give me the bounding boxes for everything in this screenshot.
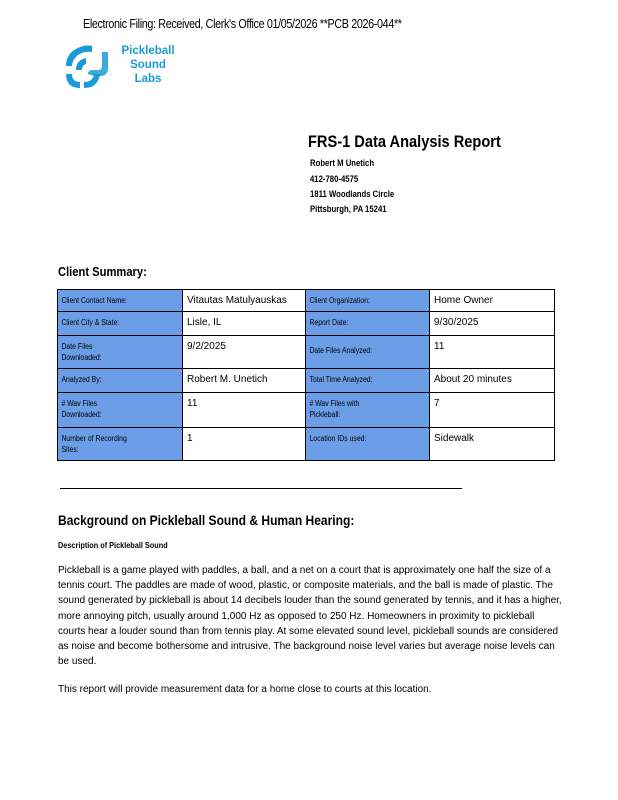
background-heading: Background on Pickleball Sound & Human Hearing: bbox=[58, 512, 355, 528]
summary-value: 9/30/2025 bbox=[434, 317, 479, 328]
author-city: Pittsburgh, PA 15241 bbox=[310, 204, 387, 214]
background-paragraph: Pickleball is a game played with paddles, a ball, and a net on a court that is approximately one half the size of a tennis court. The paddles are made of wood, plastic, or composite materials, and the ball is made of plastic. The sound generated by pickleball is about 14 decibels louder than the sound generated by tennis, and it has a higher, more annoying pitch, usually around 1,000 Hz as opposed to 250 Hz. Homeowners in proximity to pickleball courts hear a louder sound than from tennis play. At some elevated sound level, pickleball sounds are considered as noise and become bothersome and intrusive. The background noise level varies but average noise levels can be used. bbox=[58, 565, 562, 668]
logo-line-2: Sound bbox=[130, 59, 166, 71]
summary-label: Client City & State: bbox=[61, 318, 120, 327]
table-row bbox=[58, 428, 555, 461]
summary-label: Report Date: bbox=[309, 318, 349, 327]
client-summary-heading: Client Summary: bbox=[58, 264, 147, 279]
summary-label: # Wav Files Downloaded: bbox=[61, 399, 102, 419]
company-logo-text bbox=[108, 44, 188, 86]
client-summary-table bbox=[57, 289, 555, 461]
summary-value: About 20 minutes bbox=[434, 374, 512, 385]
background-subheading: Description of Pickleball Sound bbox=[58, 540, 168, 550]
table-row bbox=[58, 336, 555, 369]
summary-value: Vitautas Matulyauskas bbox=[187, 295, 287, 306]
summary-label: Date Files Analyzed: bbox=[309, 346, 373, 355]
table-row bbox=[58, 312, 555, 336]
author-name: Robert M Unetich bbox=[310, 158, 375, 168]
summary-label: Number of Recording Sites: bbox=[61, 434, 127, 454]
table-row bbox=[58, 393, 555, 428]
logo-line-1: Pickleball bbox=[121, 45, 175, 57]
summary-value: Lisle, IL bbox=[187, 317, 222, 328]
summary-label: Client Organization: bbox=[309, 296, 370, 305]
summary-value: 9/2/2025 bbox=[187, 341, 226, 352]
summary-label: Date Files Downloaded: bbox=[61, 342, 102, 362]
summary-label: Total Time Analyzed: bbox=[309, 375, 373, 384]
summary-label: Location IDs used: bbox=[309, 434, 367, 443]
summary-label: Analyzed By: bbox=[61, 375, 102, 384]
summary-value: 7 bbox=[434, 398, 440, 409]
author-street: 1811 Woodlands Circle bbox=[310, 189, 395, 199]
summary-value: 11 bbox=[187, 398, 198, 409]
logo-line-3: Labs bbox=[134, 73, 162, 85]
summary-value: 1 bbox=[187, 433, 193, 444]
summary-value: Home Owner bbox=[434, 295, 493, 306]
report-purpose-paragraph: This report will provide measurement data for a home close to courts at this location. bbox=[58, 684, 432, 695]
summary-value: Sidewalk bbox=[434, 433, 475, 444]
report-title: FRS-1 Data Analysis Report bbox=[308, 132, 501, 151]
sound-waves-icon bbox=[62, 44, 108, 94]
summary-label: # Wav Files with Pickleball: bbox=[309, 399, 360, 419]
summary-label: Client Contact Name: bbox=[61, 296, 127, 305]
summary-value: 11 bbox=[434, 341, 445, 352]
divider bbox=[60, 488, 462, 489]
electronic-filing-header: Electronic Filing: Received, Clerk's Office 01/05/2026 **PCB 2026-044** bbox=[83, 17, 402, 31]
summary-value: Robert M. Unetich bbox=[187, 374, 268, 385]
author-phone: 412-780-4575 bbox=[310, 174, 359, 184]
table-row bbox=[58, 369, 555, 393]
table-row bbox=[58, 290, 555, 312]
